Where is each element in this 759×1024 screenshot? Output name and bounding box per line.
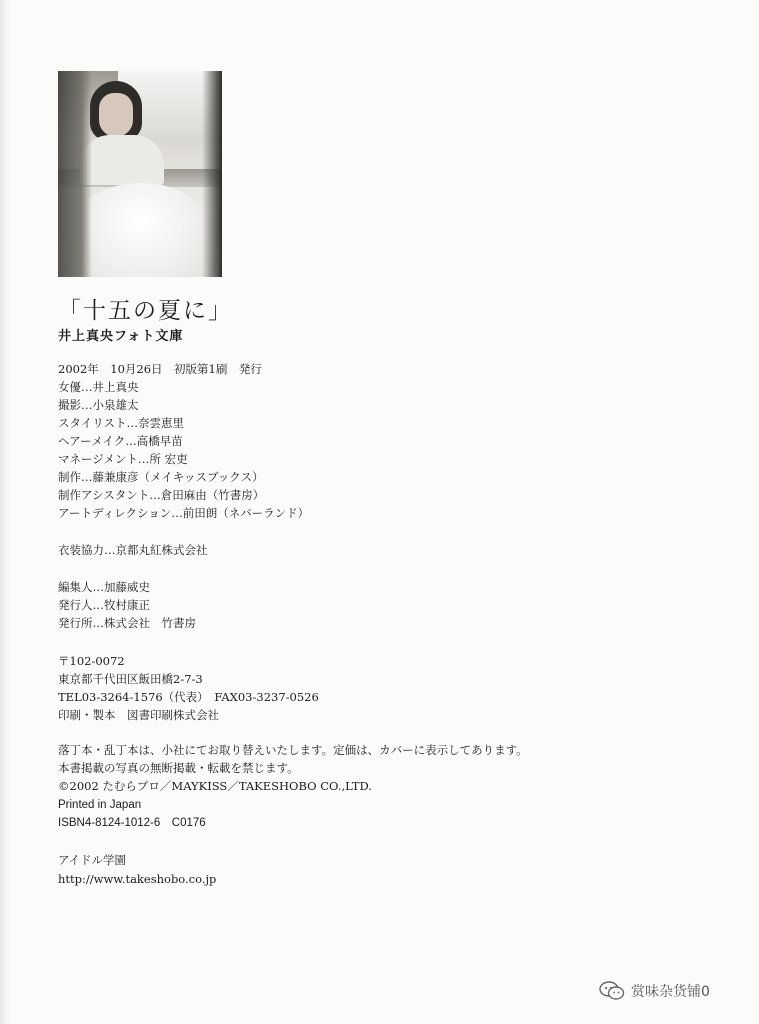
notice-line: 落丁本・乱丁本は、小社にてお取り替えいたします。定価は、カバーに表示してあります。 <box>58 743 528 757</box>
credit-line: アートディレクション…前田朗（ネバーランド） <box>58 506 310 520</box>
book-subtitle: 井上真央フォト文庫 <box>58 329 184 344</box>
credit-line: 女優…井上真央 <box>58 380 139 394</box>
issuer-line: 発行人…牧村康正 <box>58 598 150 612</box>
watermark-text: 赏味杂货铺0 <box>631 984 710 1000</box>
editor-line: 編集人…加藤威史 <box>58 580 150 594</box>
postal-code: 〒102-0072 <box>58 654 125 668</box>
publication-date: 2002年 10月26日 初版第1刷 発行 <box>58 362 262 376</box>
credit-line: 制作…藤兼康彦（メイキッスブックス） <box>58 470 264 484</box>
notice-line: 本書掲載の写真の無断掲載・転載を禁じます。 <box>58 761 299 775</box>
watermark <box>599 981 710 1001</box>
address-line: 東京都千代田区飯田橋2-7-3 <box>58 672 203 686</box>
series-name: アイドル学園 <box>58 853 126 867</box>
credit-line: スタイリスト…奈雲恵里 <box>58 416 185 430</box>
website-url: http://www.takeshobo.co.jp <box>58 872 217 886</box>
printer-line: 印刷・製本 図書印刷株式会社 <box>58 708 219 722</box>
credit-line: マネージメント…所 宏吏 <box>58 452 188 466</box>
cover-photo <box>58 71 222 277</box>
copyright-line: ©2002 たむらプロ／MAYKISS／TAKESHOBO CO.,LTD. <box>58 779 372 793</box>
costume-credit: 衣装協力…京都丸紅株式会社 <box>58 543 208 557</box>
book-title: 「十五の夏に」 <box>58 298 233 324</box>
wechat-icon <box>599 981 625 1001</box>
printed-in-line: Printed in Japan <box>58 799 142 811</box>
page-edge <box>0 0 10 1024</box>
isbn-line: ISBN4-8124-1012-6 C0176 <box>58 817 206 829</box>
credit-line: 撮影…小泉雄太 <box>58 398 139 412</box>
credit-line: ヘアーメイク…高橋早苗 <box>58 434 183 448</box>
credit-line: 制作アシスタント…倉田麻由（竹書房） <box>58 488 265 502</box>
phone-fax-line: TEL03-3264-1576（代表） FAX03-3237-0526 <box>58 690 319 704</box>
publisher-line: 発行所…株式会社 竹書房 <box>58 616 196 630</box>
